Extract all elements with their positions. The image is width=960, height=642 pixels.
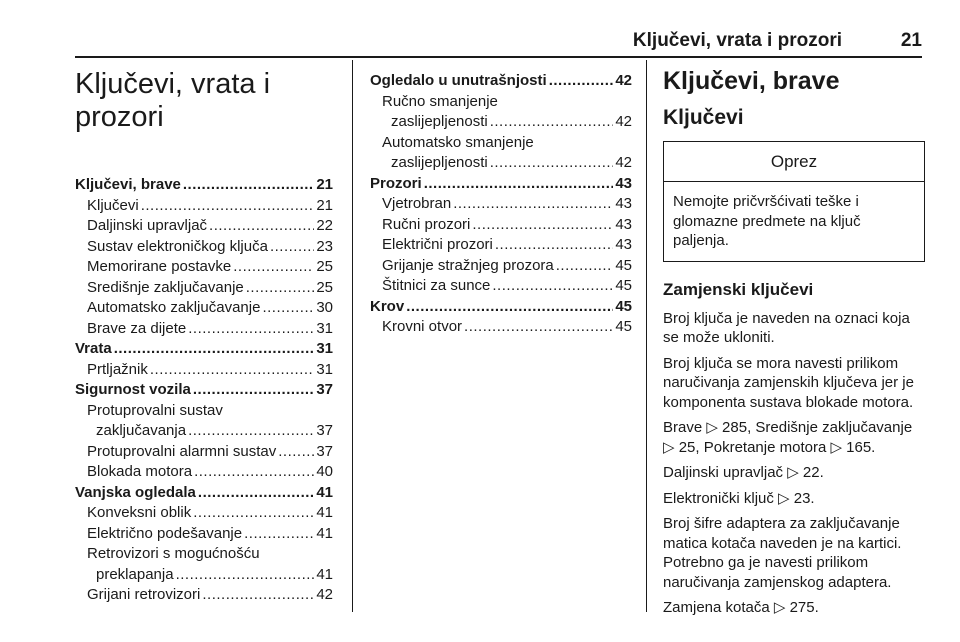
toc-page-number: 31 bbox=[316, 340, 333, 357]
toc-leader-dots bbox=[188, 421, 314, 442]
toc-chapter-entry[interactable] bbox=[75, 175, 333, 196]
toc-leader-dots bbox=[202, 585, 314, 606]
toc-page-number: 43 bbox=[615, 174, 632, 192]
toc-page-number: 45 bbox=[615, 256, 632, 274]
toc-leader-dots bbox=[490, 153, 614, 174]
toc-leader-dots bbox=[246, 278, 315, 299]
toc-entry-label: Središnje zaključavanje bbox=[87, 278, 244, 296]
toc-page-number: 22 bbox=[316, 217, 333, 234]
toc-entry[interactable] bbox=[75, 585, 333, 606]
column-divider-2 bbox=[646, 60, 647, 612]
caution-box bbox=[663, 141, 925, 262]
toc-page-number: 40 bbox=[316, 463, 333, 480]
toc-leader-dots bbox=[141, 196, 315, 217]
toc-entry-label: Konveksni oblik bbox=[87, 504, 192, 521]
toc-page-number: 21 bbox=[316, 176, 333, 193]
toc-leader-dots bbox=[472, 215, 613, 236]
toc-entry[interactable] bbox=[75, 421, 333, 442]
toc-entry-label: zaključavanja bbox=[96, 422, 187, 439]
chapter-title bbox=[75, 68, 333, 134]
toc-chapter-entry[interactable] bbox=[75, 483, 333, 504]
toc-column-2 bbox=[370, 60, 632, 338]
toc-entry[interactable] bbox=[370, 256, 632, 277]
toc-entry-label: Električno podešavanje bbox=[87, 524, 243, 542]
toc-entry-wrap[interactable]: Protuprovalni sustav bbox=[87, 401, 223, 419]
toc-leader-dots bbox=[270, 237, 314, 258]
toc-entry-label: Memorirane postavke bbox=[87, 258, 232, 275]
toc-entry[interactable] bbox=[75, 278, 333, 299]
caution-text: Nemojte pričvršćivati teške i glomazne predmete na ključ paljenja. bbox=[673, 193, 861, 249]
toc-entry[interactable] bbox=[75, 462, 333, 483]
toc-leader-dots bbox=[194, 462, 314, 483]
toc-entry[interactable] bbox=[370, 215, 632, 236]
toc-page-number: 43 bbox=[615, 236, 632, 253]
toc-entry-label: Vanjska ogledala bbox=[75, 483, 196, 501]
toc-leader-dots bbox=[453, 194, 613, 215]
chapter-title-line-1: Ključevi, vrata i bbox=[75, 68, 271, 100]
toc-leader-dots bbox=[114, 339, 315, 360]
toc-entry-label: Automatsko zaključavanje bbox=[87, 299, 261, 316]
toc-entry-label: Vjetrobran bbox=[382, 195, 452, 212]
toc-leader-dots bbox=[188, 319, 314, 340]
toc-page-number: 42 bbox=[615, 154, 632, 171]
running-title: Ključevi, vrata i prozori bbox=[632, 30, 842, 51]
toc-chapter-entry[interactable] bbox=[370, 174, 632, 195]
toc-entry-label: Grijani retrovizori bbox=[87, 586, 201, 603]
toc-entry[interactable] bbox=[75, 442, 333, 463]
toc-leader-dots bbox=[209, 216, 314, 237]
toc-entry[interactable] bbox=[75, 196, 333, 217]
toc-entry-label: Štitnici za sunce bbox=[382, 277, 491, 294]
toc-entry-label: Električni prozori bbox=[382, 236, 493, 253]
toc-entry-label: Brave za dijete bbox=[87, 319, 187, 337]
toc-page-number: 25 bbox=[316, 258, 333, 275]
page-header bbox=[0, 0, 960, 62]
replacement-keys-heading: Zamjenski ključevi bbox=[663, 279, 814, 299]
toc-leader-dots bbox=[193, 503, 314, 524]
toc-chapter-entry[interactable] bbox=[75, 339, 333, 360]
toc-page-number: 31 bbox=[316, 319, 333, 337]
toc-leader-dots bbox=[233, 257, 314, 278]
toc-entry-label: Daljinski upravljač bbox=[87, 217, 208, 234]
toc-leader-dots bbox=[490, 112, 614, 133]
toc-entry-wrap[interactable]: Retrovizori s mogućnošću bbox=[87, 545, 260, 562]
toc-leader-dots bbox=[549, 71, 614, 92]
toc-page-number: 25 bbox=[316, 278, 333, 296]
toc-entry[interactable] bbox=[75, 257, 333, 278]
body-paragraph: Broj šifre adaptera za zaključavanje matica kotača naveden je na kartici. Potrebno ga je navesti prilikom naručivanja zamjenskog adaptera. bbox=[663, 515, 902, 591]
toc-entry[interactable] bbox=[370, 276, 632, 297]
toc-entry-label: Ključevi bbox=[87, 196, 139, 214]
toc-leader-dots bbox=[193, 380, 314, 401]
toc-page-number: 42 bbox=[615, 72, 632, 89]
toc-entry[interactable] bbox=[75, 565, 333, 586]
toc-page-number: 37 bbox=[316, 442, 333, 460]
toc-chapter-entry[interactable] bbox=[370, 297, 632, 318]
body-paragraph: Daljinski upravljač ▷ 22. bbox=[663, 464, 824, 481]
toc-entry-label: Grijanje stražnjeg prozora bbox=[382, 256, 554, 274]
header-rule bbox=[75, 56, 922, 58]
toc-entry[interactable] bbox=[75, 319, 333, 340]
toc-entry-label: Prozori bbox=[370, 174, 422, 192]
toc-leader-dots bbox=[183, 175, 314, 196]
toc-leader-dots bbox=[150, 360, 314, 381]
toc-list-2 bbox=[370, 71, 632, 338]
toc-entry-wrap[interactable]: Automatsko smanjenje bbox=[382, 133, 534, 151]
column-divider-1 bbox=[352, 60, 353, 612]
body-paragraph: Elektronički ključ ▷ 23. bbox=[663, 489, 815, 507]
toc-page-number: 37 bbox=[316, 422, 333, 439]
toc-entry[interactable] bbox=[75, 216, 333, 237]
toc-entry[interactable] bbox=[75, 298, 333, 319]
toc-page-number: 45 bbox=[615, 297, 632, 315]
toc-chapter-entry[interactable] bbox=[370, 71, 632, 92]
content-column bbox=[663, 60, 927, 618]
toc-entry-label: Prtljažnik bbox=[87, 360, 148, 378]
subsection-heading: Ključevi bbox=[663, 106, 744, 129]
toc-leader-dots bbox=[278, 442, 314, 463]
toc-leader-dots bbox=[198, 483, 314, 504]
toc-page-number: 21 bbox=[316, 196, 333, 214]
toc-entry[interactable] bbox=[370, 153, 632, 174]
toc-entry[interactable] bbox=[370, 194, 632, 215]
toc-page-number: 42 bbox=[316, 586, 333, 603]
toc-leader-dots bbox=[424, 174, 614, 195]
toc-entry[interactable] bbox=[370, 235, 632, 256]
body-text bbox=[663, 309, 927, 618]
toc-page-number: 43 bbox=[615, 215, 632, 233]
body-paragraph: Broj ključa se mora navesti prilikom naručivanja zamjenskih ključeva jer je komponenta sustava blokade motora. bbox=[663, 354, 914, 411]
toc-page-number: 41 bbox=[316, 565, 333, 583]
caution-title: Oprez bbox=[664, 142, 924, 182]
toc-entry[interactable] bbox=[75, 237, 333, 258]
toc-page-number: 43 bbox=[615, 195, 632, 212]
body-paragraph: Zamjena kotača ▷ 275. bbox=[663, 599, 819, 616]
toc-page-number: 45 bbox=[615, 318, 632, 335]
toc-entry-label: Ključevi, brave bbox=[75, 176, 181, 193]
toc-entry-label: Sigurnost vozila bbox=[75, 381, 191, 398]
toc-column-1 bbox=[75, 60, 333, 606]
toc-leader-dots bbox=[556, 256, 614, 277]
toc-leader-dots bbox=[406, 297, 613, 318]
body-paragraph: Brave ▷ 285, Središnje zaključavanje ▷ 25, Pokretanje motora ▷ 165. bbox=[663, 419, 913, 456]
toc-list-1 bbox=[75, 175, 333, 606]
toc-entry-label: preklapanja bbox=[96, 565, 174, 583]
toc-page-number: 30 bbox=[316, 299, 333, 316]
chapter-title-line-2: prozori bbox=[75, 101, 164, 133]
toc-page-number: 45 bbox=[615, 277, 632, 294]
toc-page-number: 37 bbox=[316, 381, 333, 398]
toc-entry[interactable] bbox=[370, 112, 632, 133]
toc-leader-dots bbox=[495, 235, 613, 256]
toc-leader-dots bbox=[262, 298, 314, 319]
toc-page-number: 31 bbox=[316, 360, 333, 378]
toc-entry-label: Blokada motora bbox=[87, 463, 193, 480]
toc-entry-label: Ogledalo u unutrašnjosti bbox=[370, 72, 547, 89]
toc-entry[interactable] bbox=[75, 524, 333, 545]
toc-page-number: 23 bbox=[316, 237, 333, 255]
toc-page-number: 41 bbox=[316, 524, 333, 542]
toc-entry-wrap[interactable]: Ručno smanjenje bbox=[382, 92, 498, 110]
toc-leader-dots bbox=[492, 276, 613, 297]
toc-entry-label: Sustav elektroničkog ključa bbox=[87, 237, 268, 255]
toc-entry-label: Protuprovalni alarmni sustav bbox=[87, 442, 277, 460]
toc-leader-dots bbox=[464, 317, 613, 338]
toc-leader-dots bbox=[244, 524, 314, 545]
toc-entry-label: Vrata bbox=[75, 340, 112, 357]
toc-entry-label: Krov bbox=[370, 297, 405, 315]
toc-entry[interactable] bbox=[75, 503, 333, 524]
body-paragraph: Broj ključa je naveden na oznaci koja se može ukloniti. bbox=[663, 309, 910, 346]
toc-entry-label: Krovni otvor bbox=[382, 318, 463, 335]
toc-page-number: 41 bbox=[316, 483, 333, 501]
toc-entry[interactable] bbox=[75, 360, 333, 381]
toc-entry-label: zaslijepljenosti bbox=[391, 154, 488, 171]
toc-leader-dots bbox=[176, 565, 315, 586]
toc-entry-label: zaslijepljenosti bbox=[391, 113, 488, 130]
toc-entry-label: Ručni prozori bbox=[382, 215, 471, 233]
toc-entry[interactable] bbox=[370, 317, 632, 338]
toc-page-number: 41 bbox=[316, 504, 333, 521]
toc-chapter-entry[interactable] bbox=[75, 380, 333, 401]
page-number: 21 bbox=[900, 30, 922, 51]
toc-page-number: 42 bbox=[615, 113, 632, 130]
section-heading: Ključevi, brave bbox=[663, 67, 840, 95]
